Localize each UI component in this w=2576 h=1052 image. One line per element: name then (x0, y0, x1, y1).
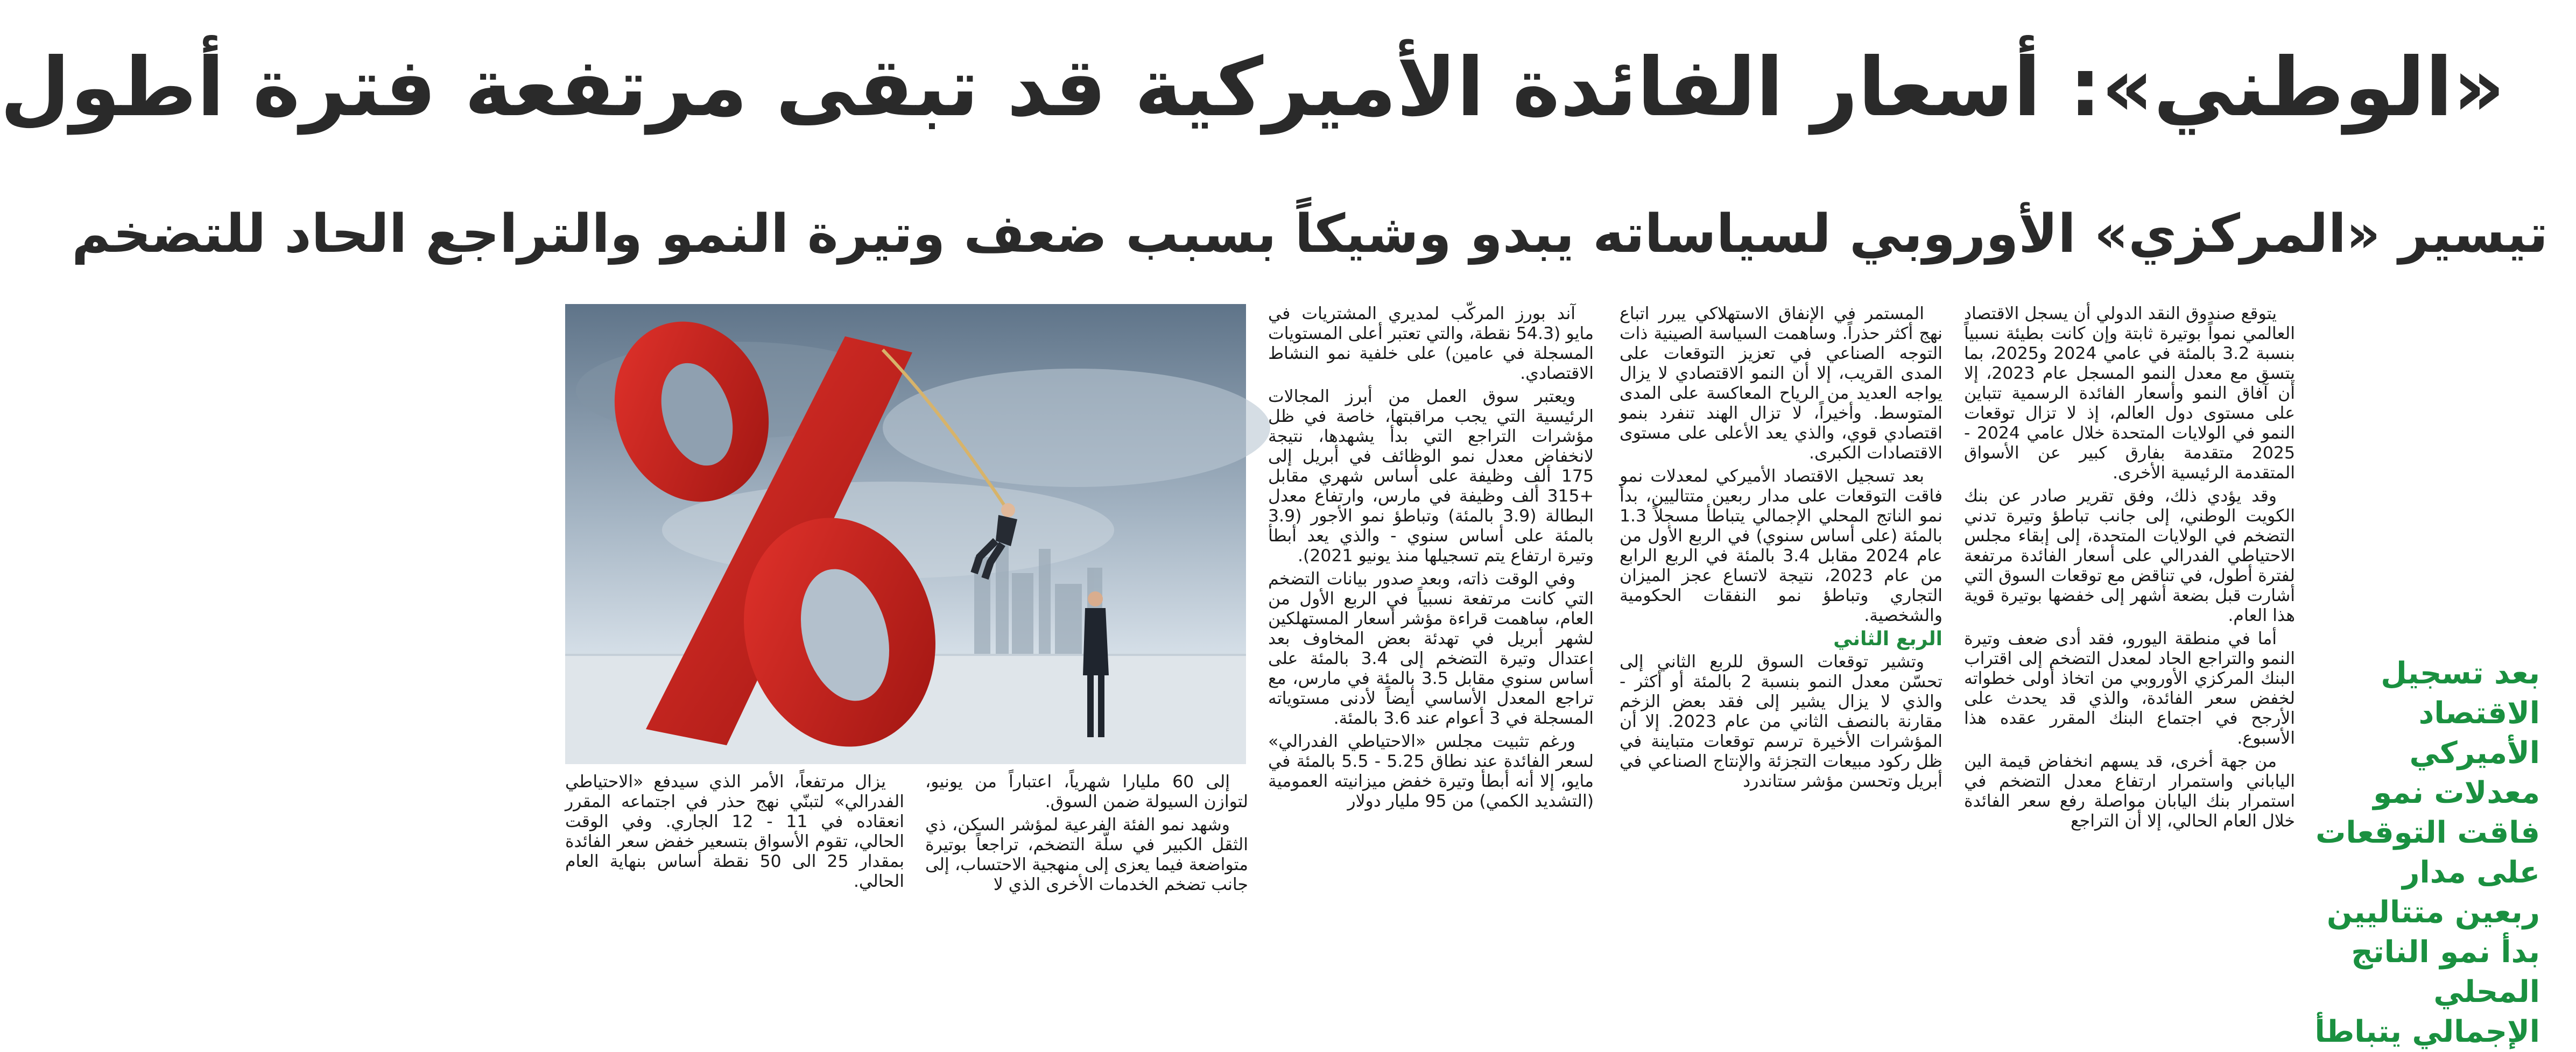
pull-quote: بعد تسجيل الاقتصاد الأميركي معدلات نمو فاقت التوقعات على مدار ربعين متتاليين بدأ نمو الناتج المحلي الإجمالي يتباطأ (2314, 656, 2540, 1049)
article-column-5 (565, 772, 904, 947)
article-column-3 (1268, 304, 1594, 811)
article-column-4 (925, 772, 1248, 947)
article-column-1 (1964, 304, 2295, 944)
paragraph: أما في منطقة اليورو، فقد أدى ضعف وتيرة النمو والتراجع الحاد لمعدل التضخم إلى اقتراب البنك المركزي الأوروبي من اتخاذ أولى خطواته لخفض سعر الفائدة، والذي قد يحدث على الأرجح في اجتماع البنك المقرر عقده هذا الأسبوع. (1964, 629, 2295, 748)
paragraph: المستمر في الإنفاق الاستهلاكي يبرر اتباع نهج أكثر حذراً. وساهمت السياسة الصينية ذات التوجه الصناعي في تعزيز التوقعات على المدى القريب، إلا أن النمو الاقتصادي لا يزال يواجه العديد من الرياح المعاكسة على المدى المتوسط. وأخيراً، لا تزال الهند تنفرد بنمو اقتصادي قوي، والذي يعد الأعلى على مستوى الاقتصادات الكبرى. (1620, 304, 1942, 463)
article-column-2 (1620, 304, 1942, 944)
paragraph: وتشير توقعات السوق للربع الثاني إلى تحسّن معدل النمو بنسبة 2 بالمئة أو أكثر - والذي لا يزال يشير إلى فقد بعض الزخم مقارنة بالنصف الثاني من عام 2023. إلا أن المؤشرات الأخيرة ترسم توقعات متباينة في ظل ركود مبيعات التجزئة والإنتاج الصناعي في أبريل وتحسن مؤشر ستاندرد (1620, 652, 1943, 791)
paragraph: آند بورز المركّب لمديري المشتريات في مايو (54.3 نقطة، والتي تعتبر أعلى المستويات المسجلة في عامين) على خلفية نمو النشاط الاقتصادي. (1268, 304, 1594, 383)
paragraph: بعد تسجيل الاقتصاد الأميركي لمعدلات نمو فاقت التوقعات على مدار ربعين متتاليين، بدأ نمو الناتج المحلي الإجمالي يتباطأ مسجلاً 1.3 بالمئة (على أساس سنوي) في الربع الأول من عام 2024 مقابل 3.4 بالمئة في الربع الرابع من عام 2023، نتيجة لاتساع عجز الميزان التجاري وتباطؤ نمو النفقات الحكومية والشخصية. (1620, 467, 1942, 625)
paragraph: إلى 60 مليارا شهرياً، اعتباراً من يونيو، لتوازن السيولة ضمن السوق. (925, 772, 1248, 811)
paragraph: يتوقع صندوق النقد الدولي أن يسجل الاقتصاد العالمي نمواً بوتيرة ثابتة وإن كانت بطيئة نسبياً بنسبة 3.2 بالمئة في عامي 2024 و2025، بما يتسق مع معدل النمو المسجل عام 2023، إلا أن آفاق النمو وأسعار الفائدة الرسمية تتباين على مستوى دول العالم، إذ لا تزال توقعات النمو في الولايات المتحدة خلال عامي 2024 - 2025 متقدمة بفارق كبير عن الأسواق المتقدمة الرئيسية الأخرى. (1964, 304, 2296, 483)
paragraph: وفي الوقت ذاته، وبعد صدور بيانات التضخم التي كانت مرتفعة نسبياً في الربع الأول من العام، ساهمت قراءة مؤشر أسعار المستهلكين لشهر أبريل في تهدئة بعض المخاوف بعد اعتدال وتيرة التضخم إلى 3.4 بالمئة على أساس سنوي مقابل 3.5 بالمئة في مارس، مع تراجع المعدل الأساسي أيضاً لأدنى مستوياته المسجلة في 3 أعوام عند 3.6 بالمئة. (1268, 569, 1594, 728)
paragraph: وقد يؤدي ذلك، وفق تقرير صادر عن بنك الكويت الوطني، إلى جانب تباطؤ وتيرة تدني التضخم في الولايات المتحدة، إلى إبقاء مجلس الاحتياطي الفدرالي على أسعار الفائدة مرتفعة لفترة أطول، في تناقض مع توقعات السوق التي أشارت قبل بضعة أشهر إلى خفضها بوتيرة قوية هذا العام. (1964, 486, 2295, 625)
headline: «الوطني»: أسعار الفائدة الأميركية قد تبقى مرتفعة فترة أطول (0, 41, 2505, 135)
article-photo (565, 304, 1246, 764)
paragraph: وشهد نمو الفئة الفرعية لمؤشر السكن، ذي الثقل الكبير في سلّة التضخم، تراجعاً بوتيرة متواضعة فيما يعزى إلى منهجية الاحتساب، إلى جانب تضخم الخدمات الأخرى الذي لا (925, 815, 1248, 894)
paragraph: يزال مرتفعاً، الأمر الذي سيدفع «الاحتياطي الفدرالي» لتبنّي نهج حذر في اجتماعه المقرر انعقاده في 11 - 12 الجاري. وفي الوقت الحالي، تقوم الأسواق بتسعير خفض سعر الفائدة بمقدار 25 الى 50 نقطة أساس بنهاية العام الحالي. (565, 772, 904, 891)
subheadline: تيسير «المركزي» الأوروبي لسياساته يبدو وشيكاً بسبب ضعف وتيرة النمو والتراجع الحاد للتضخم (72, 203, 2548, 265)
paragraph: من جهة أخرى، قد يسهم انخفاض قيمة الين الياباني واستمرار ارتفاع معدل التضخم في استمرار بنك اليابان مواصلة رفع سعر الفائدة خلال العام الحالي، إلا أن التراجع (1964, 752, 2295, 831)
paragraph: ويعتبر سوق العمل من أبرز المجالات الرئيسية التي يجب مراقبتها، خاصة في ظل مؤشرات التراجع التي بدأ يشهدها، نتيجة لانخفاض معدل نمو الوظائف في أبريل إلى 175 ألف وظيفة على أساس شهري مقابل +315 ألف وظيفة في مارس، وارتفاع معدل البطالة (3.9 بالمئة) وتباطؤ نمو الأجور (3.9 بالمئة على أساس سنوي - والذي يعد أبطأ وتيرة ارتفاع يتم تسجيلها منذ يونيو 2021). (1268, 387, 1594, 566)
paragraph: ورغم تثبيت مجلس «الاحتياطي الفدرالي» لسعر الفائدة عند نطاق 5.25 - 5.5 بالمئة في مايو، إلا أنه أبطأ وتيرة خفض ميزانيته العمومية (التشديد الكمي) من 95 مليار دولار (1268, 732, 1594, 811)
section-subtitle: الربع الثاني (1833, 628, 1942, 650)
